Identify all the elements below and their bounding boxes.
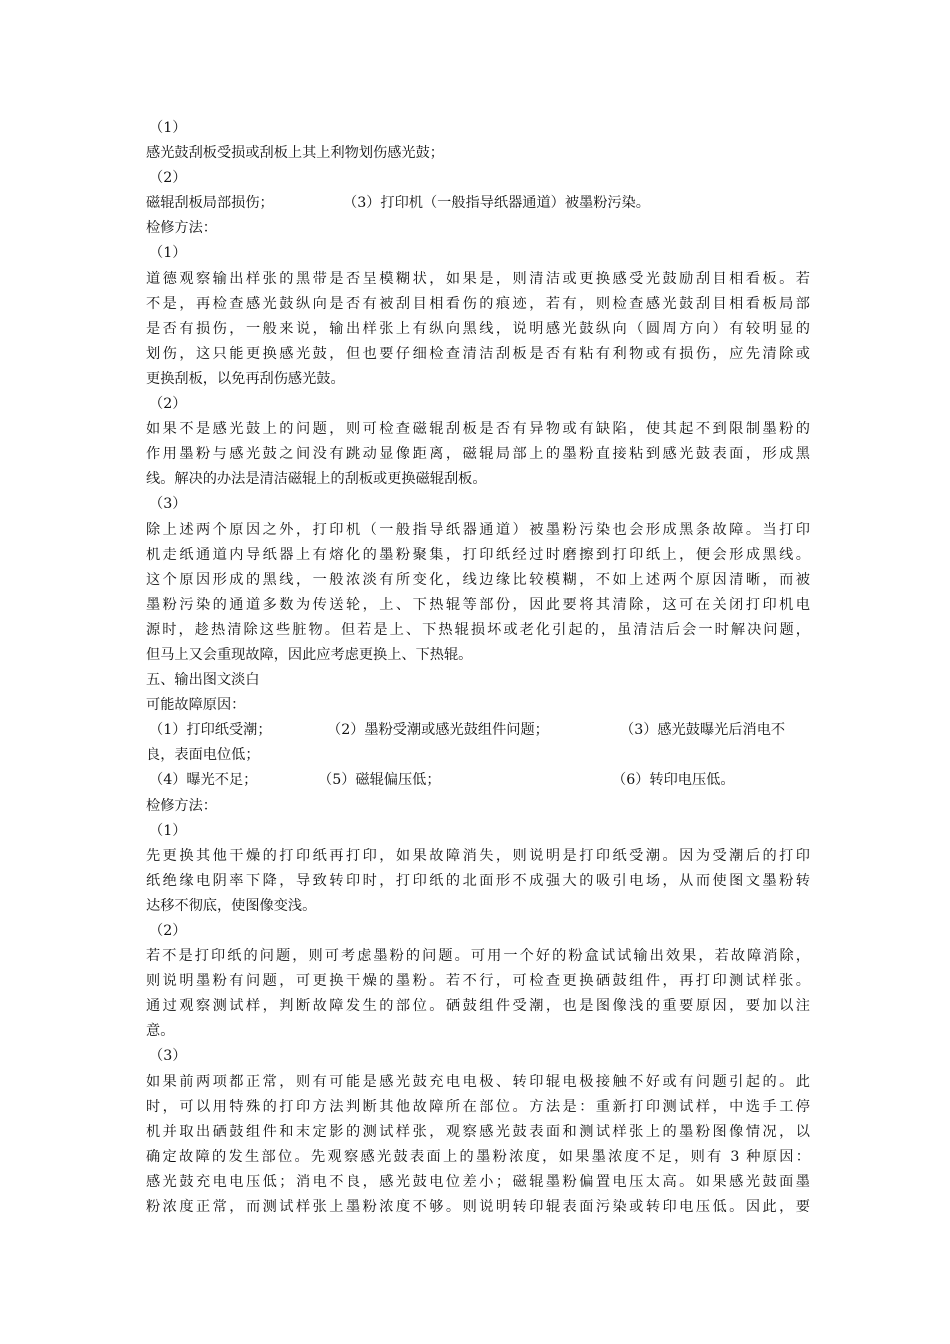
cause-item: （4）曝光不足； xyxy=(149,772,258,789)
section-label: 可能故障原因： xyxy=(146,697,246,714)
paragraph-line: 但马上又会重现故障，因此应考虑更换上、下热辊。 xyxy=(146,646,473,663)
paragraph-line: 如果前两项都正常，则有可能是感光鼓充电电极、转印辊电极接触不好或有问题引起的。此 xyxy=(146,1073,810,1090)
paragraph-line: 感光鼓充电电压低；消电不良，感光鼓电位差小；磁辊墨粉偏置电压太高。如果感光鼓面墨 xyxy=(146,1173,810,1190)
list-number: （1） xyxy=(149,822,187,839)
text-line: 磁辊刮板局部损伤； xyxy=(146,195,274,212)
paragraph-line: 是否有损伤，一般来说，输出样张上有纵向黑线，说明感光鼓纵向（圆周方向）有较明显的 xyxy=(146,320,810,337)
paragraph-line: 时，可以用特殊的打印方法判断其他故障所在部位。方法是：重新打印测试样，中选手工停 xyxy=(146,1098,810,1115)
paragraph-line: 不是，再检查感光鼓纵向是否有被刮目相看伤的痕迹，若有，则检查感光鼓刮目相看板局部 xyxy=(146,295,810,312)
text-line: （3）打印机（一般指导纸器通道）被墨粉污染。 xyxy=(343,195,650,212)
paragraph-line: 粉浓度正常，而测试样张上墨粉浓度不够。则说明转印辊表面污染或转印电压低。因此，要 xyxy=(146,1199,810,1216)
text-line-columns xyxy=(146,768,810,793)
paragraph-line: 道德观察输出样张的黑带是否呈模糊状，如果是，则清洁或更换感受光鼓励刮目相看板。若 xyxy=(146,270,810,287)
paragraph-line: 墨粉污染的通道多数为传送轮，上、下热辊等部份，因此要将其清除，这可在关闭打印机电 xyxy=(146,596,810,613)
paragraph-line: 通过观察测试样，判断故障发生的部位。硒鼓组件受潮，也是图像浅的重要原因，要加以注 xyxy=(146,998,810,1015)
paragraph-line: 划伤，这只能更换感光鼓，但也要仔细检查清洁刮板是否有粘有利物或有损伤，应先清除或 xyxy=(146,345,810,362)
paragraph-line: 意。 xyxy=(146,1023,175,1040)
paragraph-line: 线。解决的办法是清洁磁辊上的刮板或更换磁辊刮板。 xyxy=(146,471,487,488)
cause-item: （5）磁辊偏压低； xyxy=(318,772,441,789)
section-label: 检修方法： xyxy=(146,797,217,814)
paragraph-line: 源时，趁热清除这些脏物。但若是上、下热辊损坏或老化引起的，虽清洁后会一时解决问题， xyxy=(146,621,810,638)
section-heading: 五、输出图文淡白 xyxy=(146,672,260,689)
text-line-columns xyxy=(146,191,810,216)
list-number: （3） xyxy=(149,1048,187,1065)
document-page xyxy=(146,116,810,1220)
cause-item: （3）感光鼓曝光后消电不 xyxy=(620,722,786,739)
list-number: （2） xyxy=(149,170,187,187)
paragraph-line: 更换刮板，以免再刮伤感光鼓。 xyxy=(146,370,345,387)
paragraph-line: 这个原因形成的黑线，一般浓淡有所变化，线边缘比较模糊，不如上述两个原因清晰，而被 xyxy=(146,571,810,588)
list-number: （2） xyxy=(149,396,187,413)
list-number: （1） xyxy=(149,245,187,262)
paragraph-line: 机并取出硒鼓组件和末定影的测试样张，观察感光鼓表面和测试样张上的墨粉图像情况，以 xyxy=(146,1123,810,1140)
paragraph-line: 达移不彻底，使图像变浅。 xyxy=(146,897,317,914)
paragraph-line: 纸绝缘电阴率下降，导致转印时，打印纸的北面形不成强大的吸引电场，从而使图文墨粉转 xyxy=(146,872,810,889)
paragraph-line: 如果不是感光鼓上的问题，则可检查磁辊刮板是否有异物或有缺陷，使其起不到限制墨粉的 xyxy=(146,421,810,438)
paragraph-line: 则说明墨粉有问题，可更换干燥的墨粉。若不行，可检查更换硒鼓组件，再打印测试样张。 xyxy=(146,973,810,990)
list-number: （1） xyxy=(149,120,187,136)
paragraph-line: 作用墨粉与感光鼓之间没有跳动显像距离，磁辊局部上的墨粉直接粘到感光鼓表面，形成黑 xyxy=(146,446,810,463)
paragraph-line: 确定故障的发生部位。先观察感光鼓表面上的墨粉浓度，如果墨浓度不足，则有 3 种原因： xyxy=(146,1148,810,1165)
text-line: 良，表面电位低； xyxy=(146,747,260,764)
cause-item: （2）墨粉受潮或感光鼓组件问题； xyxy=(327,722,549,739)
paragraph-line: 若不是打印纸的问题，则可考虑墨粉的问题。可用一个好的粉盒试试输出效果，若故障消除， xyxy=(146,948,810,965)
cause-item: （1）打印纸受潮； xyxy=(149,722,272,739)
paragraph-line: 除上述两个原因之外，打印机（一般指导纸器通道）被墨粉污染也会形成黑条故障。当打印 xyxy=(146,521,810,538)
cause-item: （6）转印电压低。 xyxy=(612,772,735,789)
list-number: （2） xyxy=(149,923,187,939)
list-number: （3） xyxy=(149,496,187,513)
text-line-columns xyxy=(146,718,810,743)
section-label: 检修方法： xyxy=(146,220,217,237)
text-line: 感光鼓刮板受损或刮板上其上利物划伤感光鼓； xyxy=(146,145,444,162)
paragraph-line: 先更换其他干燥的打印纸再打印，如果故障消失，则说明是打印纸受潮。因为受潮后的打印 xyxy=(146,847,810,864)
paragraph-line: 机走纸通道内导纸器上有熔化的墨粉聚集，打印纸经过时磨擦到打印纸上，便会形成黑线。 xyxy=(146,546,810,563)
